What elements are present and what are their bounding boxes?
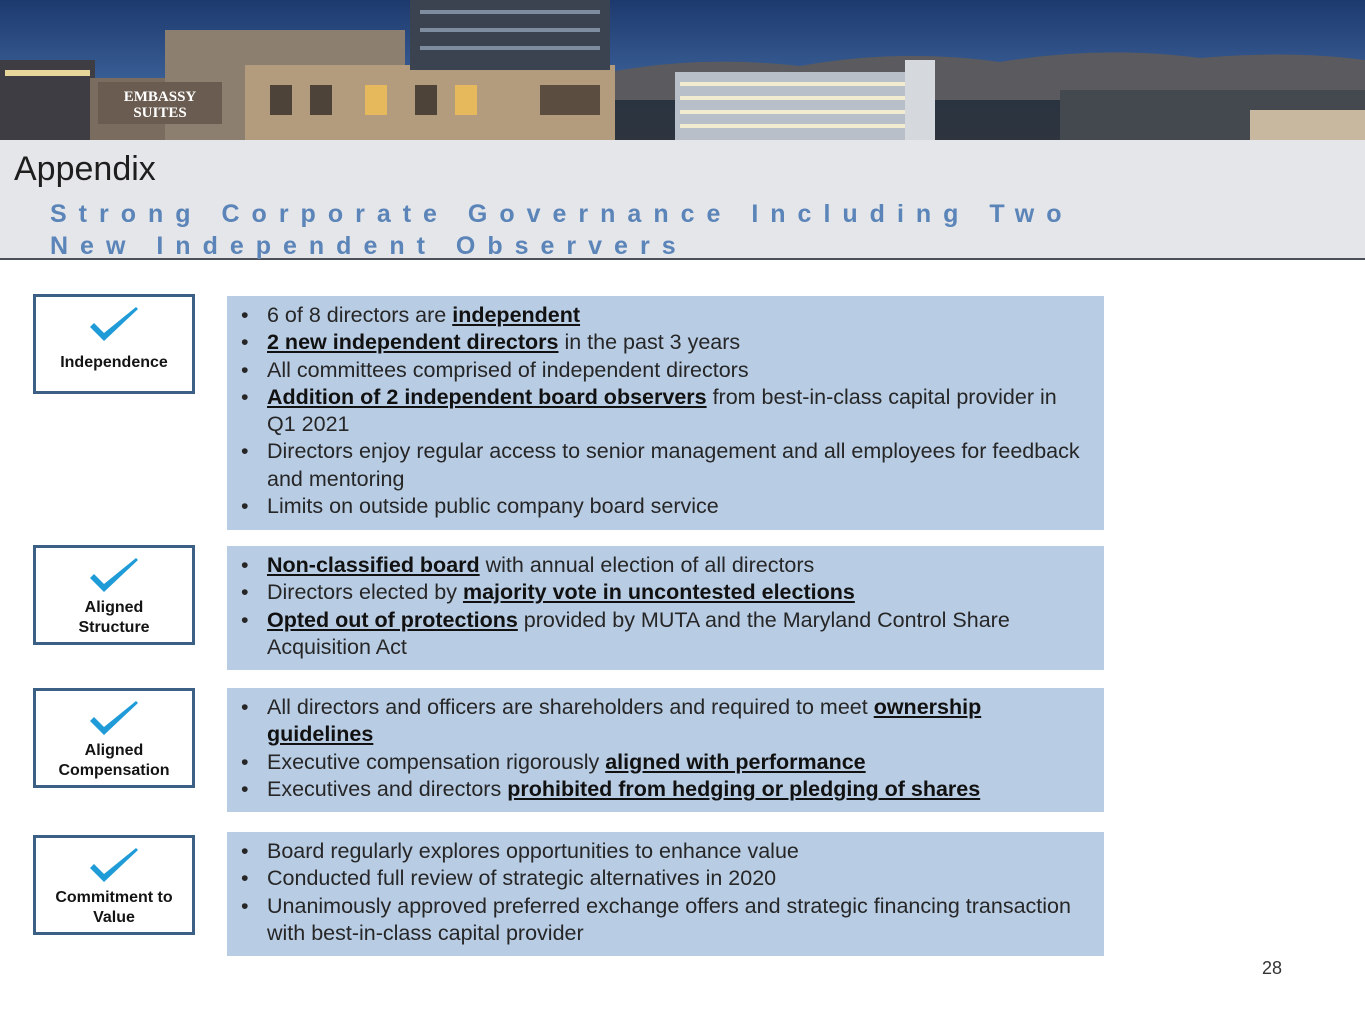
checkmark-icon (86, 697, 142, 741)
bullet-text: Limits on outside public company board service (267, 494, 719, 519)
bullet-text: Executives and directors (267, 776, 508, 801)
bullet-text: Directors enjoy regular access to senior management and all employees for feedback and mentoring (267, 439, 1080, 491)
bullet-text: Executive compensation rigorously (267, 749, 606, 774)
bullet-text: Directors elected by (267, 580, 463, 605)
bullet-text: with annual election of all directors (479, 553, 815, 577)
bullet-item (241, 579, 1090, 606)
bullet-text: Board regularly explores opportunities to enhance value (267, 839, 799, 863)
emphasized-text: Non-classified board (267, 553, 480, 577)
bullet-text: All directors and officers are shareholders and required to meet (267, 695, 874, 719)
section-panel-commitment-to-value (227, 832, 1104, 956)
section-label-text: Aligned Structure (78, 599, 150, 636)
section-label-aligned-structure (33, 545, 195, 645)
section-label-text: Independence (60, 354, 168, 371)
emphasized-text: independent (452, 303, 581, 327)
section-label-text: Commitment to Value (55, 889, 173, 926)
bullet-item (241, 776, 1090, 803)
bullet-item (241, 357, 1090, 384)
section-label-independence (33, 294, 195, 394)
bullet-list (241, 552, 1090, 661)
bullet-item (241, 329, 1090, 356)
emphasized-text: majority vote in uncontested elections (462, 580, 855, 605)
page-number: 28 (1262, 958, 1283, 978)
section-label-aligned-compensation (33, 688, 195, 788)
emphasized-text: Addition of 2 independent board observers (267, 384, 707, 409)
checkmark-icon (86, 844, 142, 888)
bullet-text: Unanimously approved preferred exchange offers and strategic financing transaction with best-in-class capital provider (267, 893, 1071, 945)
hotel-sign-line-2: SUITES (133, 105, 187, 121)
bullet-list (241, 302, 1090, 520)
emphasized-text: aligned with performance (605, 749, 866, 774)
bullet-item (241, 607, 1090, 662)
bullet-item (241, 552, 1090, 579)
bullet-item (241, 838, 1090, 865)
bullet-text: provided by MUTA and the Maryland Control Share Acquisition Act (267, 607, 1010, 659)
bullet-item (241, 749, 1090, 776)
section-label-text: Aligned Compensation (58, 742, 170, 779)
bullet-list (241, 694, 1090, 803)
emphasized-text: ownership guidelines (267, 695, 982, 747)
section-panel-aligned-structure (227, 546, 1104, 670)
bullet-list (241, 838, 1090, 947)
bullet-item (241, 384, 1090, 439)
section-panel-independence (227, 296, 1104, 530)
bullet-item (241, 893, 1090, 948)
page-title: Appendix (14, 150, 156, 188)
bullet-text: in the past 3 years (558, 330, 741, 355)
bullet-item (241, 865, 1090, 892)
bullet-text: All committees comprised of independent directors (267, 357, 749, 382)
section-label-commitment-to-value (33, 835, 195, 935)
page-subtitle: Strong Corporate Governance Including Two New Independent Observers (50, 200, 1074, 260)
section-panel-aligned-compensation (227, 688, 1104, 812)
emphasized-text: Opted out of protections (267, 607, 518, 632)
bullet-item (241, 438, 1090, 493)
bullet-text: 6 of 8 directors are (267, 303, 453, 327)
bullet-item (241, 493, 1090, 520)
bullet-item (241, 302, 1090, 329)
hotel-sign-line-1: EMBASSY (123, 89, 197, 105)
checkmark-icon (86, 303, 142, 347)
bullet-text: from best-in-class capital provider in Q1 2021 (267, 384, 1057, 437)
bullet-item (241, 694, 1090, 749)
emphasized-text: 2 new independent directors (267, 330, 559, 355)
bullet-text: Conducted full review of strategic alternatives in 2020 (267, 866, 777, 891)
checkmark-icon (86, 554, 142, 598)
emphasized-text: prohibited from hedging or pledging of shares (507, 776, 981, 801)
